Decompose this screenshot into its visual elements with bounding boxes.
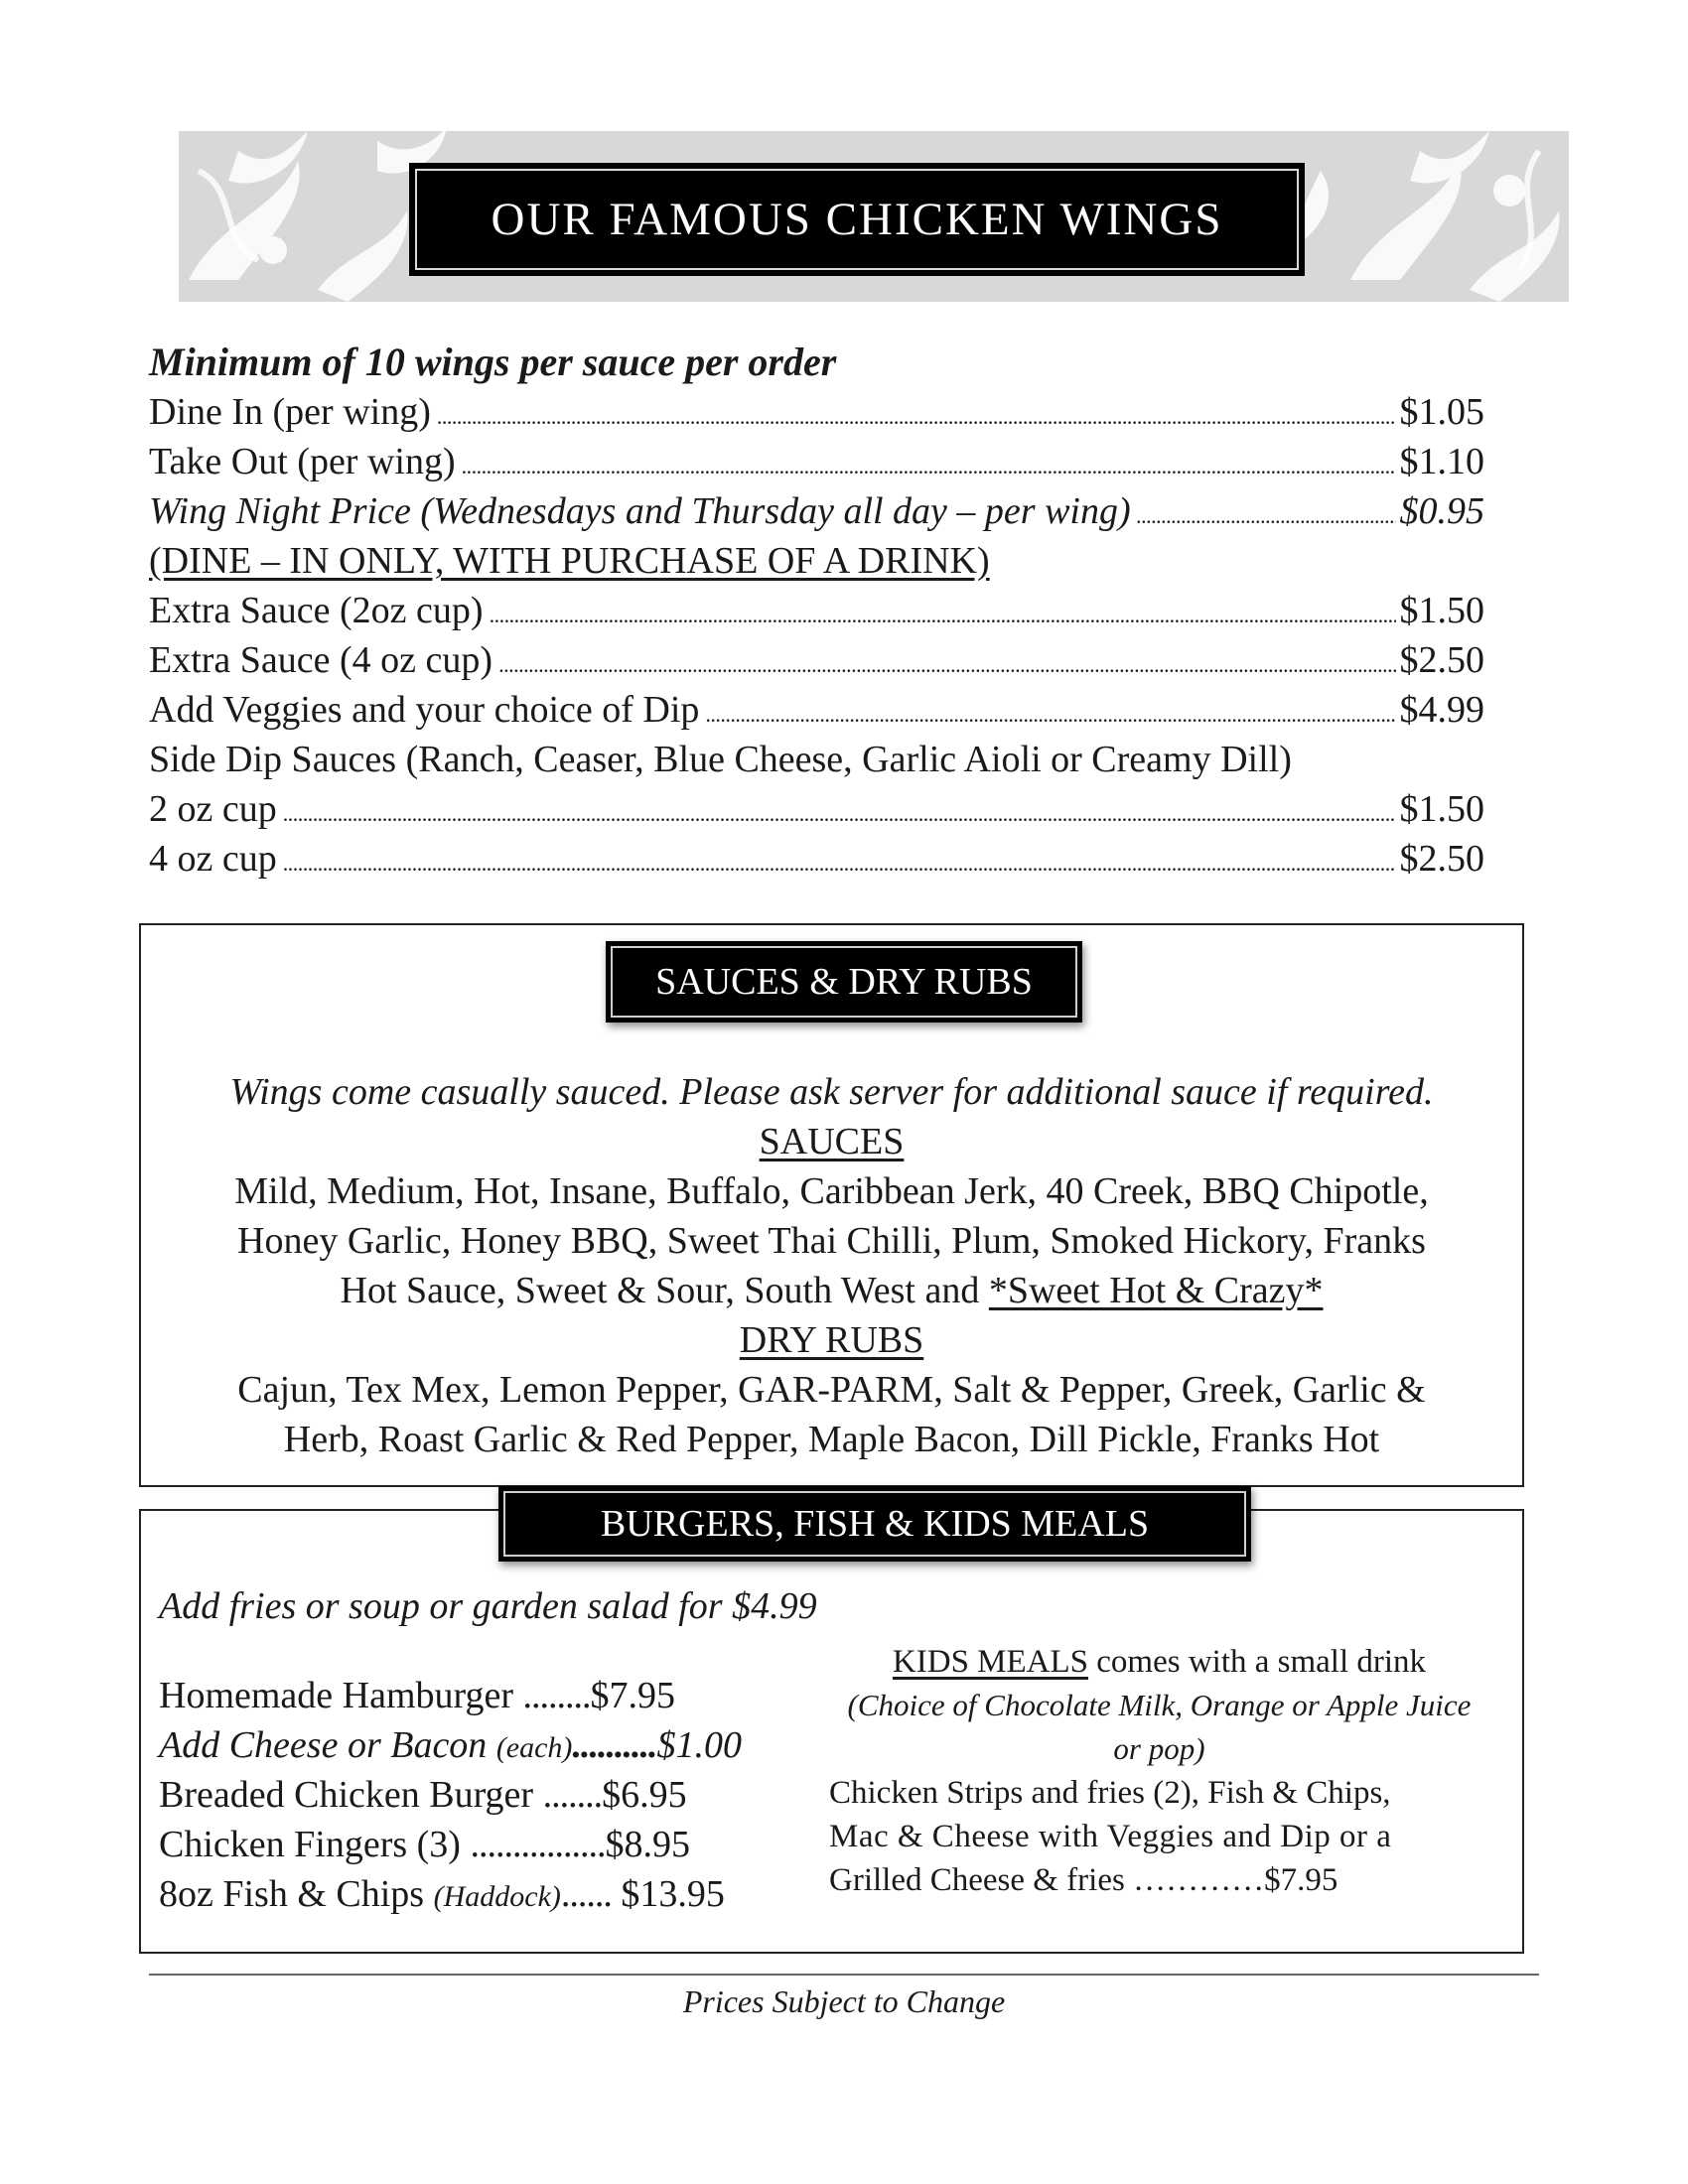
add-sides-note: Add fries or soup or garden salad for $4.99: [159, 1585, 817, 1627]
footer-note: Prices Subject to Change: [682, 1983, 1006, 2019]
sauces-list-text: Hot Sauce, Sweet & Sour, South West and: [340, 1270, 989, 1311]
item-price: $4.99: [1399, 689, 1484, 731]
item-price: $7.95: [1264, 1862, 1338, 1898]
dot-leader: [1137, 486, 1396, 541]
dot-leader: …………: [1133, 1862, 1265, 1898]
kids-heading-line: [829, 1640, 1489, 1684]
burger-list: [159, 1671, 742, 1919]
item-label: Add Cheese or Bacon: [159, 1724, 496, 1766]
item-label: Extra Sauce (2oz cup): [149, 590, 484, 631]
dot-leader: ........: [522, 1675, 591, 1716]
dot-leader: [490, 586, 1396, 640]
item-price: $1.50: [1399, 788, 1484, 830]
sauces-content: [149, 1067, 1514, 1464]
dot-leader: ..........: [572, 1724, 657, 1766]
sauces-heading: SAUCES: [759, 1121, 905, 1162]
sauces-list-line-3: [149, 1266, 1514, 1315]
wing-price-list: [149, 338, 1484, 884]
burgers-section-title: BURGERS, FISH & KIDS MEALS: [498, 1486, 1251, 1562]
dry-rubs-line-1: Cajun, Tex Mex, Lemon Pepper, GAR-PARM, Salt & Pepper, Greek, Garlic &: [237, 1369, 1426, 1411]
burger-row-cheese-bacon: [159, 1720, 742, 1770]
item-price: $6.95: [602, 1774, 687, 1816]
price-row-extra-sauce-4oz: [149, 635, 1484, 685]
wing-night-note: (DINE – IN ONLY, WITH PURCHASE OF A DRINK): [149, 540, 990, 582]
dot-leader: [705, 685, 1395, 740]
price-row-extra-sauce-2oz: [149, 586, 1484, 635]
item-label: 8oz Fish & Chips: [159, 1873, 434, 1915]
price-row-veggies: [149, 685, 1484, 735]
minimum-note: Minimum of 10 wings per sauce per order: [149, 340, 837, 384]
price-row-dip-4oz: [149, 834, 1484, 884]
dot-leader: [462, 437, 1396, 491]
burger-row-chicken-fingers: [159, 1820, 742, 1869]
item-label: Homemade Hamburger: [159, 1675, 523, 1716]
side-dip-heading: Side Dip Sauces (Ranch, Ceaser, Blue Cheese, Garlic Aioli or Creamy Dill): [149, 739, 1292, 780]
dot-leader: [283, 834, 1396, 888]
sauces-section-title: SAUCES & DRY RUBS: [606, 941, 1082, 1023]
price-row-wing-night: [149, 486, 1484, 536]
item-label: Extra Sauce (4 oz cup): [149, 639, 493, 681]
kids-items-line-3: [829, 1858, 1489, 1902]
item-price: $13.95: [611, 1873, 725, 1915]
item-label: Add Veggies and your choice of Dip: [149, 689, 700, 731]
sauces-list-line-2: Honey Garlic, Honey BBQ, Sweet Thai Chilli, Plum, Smoked Hickory, Franks: [237, 1220, 1426, 1262]
kids-drink-choice-1: (Choice of Chocolate Milk, Orange or Apple Juice: [847, 1688, 1472, 1722]
item-label: 4 oz cup: [149, 838, 277, 880]
special-sauce: *Sweet Hot & Crazy*: [988, 1270, 1324, 1311]
item-price: $7.95: [590, 1675, 676, 1716]
item-price: $2.50: [1399, 838, 1484, 880]
item-label: Breaded Chicken Burger: [159, 1774, 543, 1816]
item-label: Dine In (per wing): [149, 391, 431, 433]
dot-leader: ................: [470, 1824, 606, 1865]
item-price: $2.50: [1399, 639, 1484, 681]
page-title: OUR FAMOUS CHICKEN WINGS: [491, 194, 1223, 245]
dot-leader: [498, 635, 1395, 690]
dot-leader: [283, 784, 1396, 839]
item-label: Chicken Fingers (3): [159, 1824, 471, 1865]
item-price: $1.10: [1399, 441, 1484, 482]
item-label: 2 oz cup: [149, 788, 277, 830]
dot-leader: [437, 387, 1396, 442]
footer-divider: [149, 1974, 1539, 1976]
burger-row-hamburger: [159, 1671, 742, 1720]
dry-rubs-line-2: Herb, Roast Garlic & Red Pepper, Maple Bacon, Dill Pickle, Franks Hot: [283, 1419, 1380, 1460]
sauces-note: Wings come casually sauced. Please ask server for additional sauce if required.: [229, 1071, 1434, 1113]
item-label: Wing Night Price (Wednesdays and Thursday all day – per wing): [149, 490, 1131, 532]
burger-row-chicken-burger: [159, 1770, 742, 1820]
item-price: $1.00: [656, 1724, 742, 1766]
kids-items-line-1: Chicken Strips and fries (2), Fish & Chips,: [829, 1775, 1391, 1811]
item-qualifier: (Haddock): [433, 1880, 561, 1913]
item-price: $0.95: [1399, 490, 1484, 532]
kids-heading-rest: comes with a small drink: [1088, 1644, 1427, 1680]
price-row-take-out: [149, 437, 1484, 486]
sauces-list-line-1: Mild, Medium, Hot, Insane, Buffalo, Caribbean Jerk, 40 Creek, BBQ Chipotle,: [234, 1170, 1429, 1212]
item-price: $1.05: [1399, 391, 1484, 433]
kids-items-line-2: Mac & Cheese with Veggies and Dip or a: [829, 1819, 1392, 1854]
price-row-dip-2oz: [149, 784, 1484, 834]
dot-leader: ......: [560, 1873, 612, 1915]
kids-meals: [829, 1640, 1489, 1902]
item-price: $1.50: [1399, 590, 1484, 631]
item-label: Take Out (per wing): [149, 441, 456, 482]
burger-row-fish-chips: [159, 1869, 742, 1919]
dot-leader: .......: [542, 1774, 603, 1816]
item-label: Grilled Cheese & fries: [829, 1862, 1134, 1898]
price-row-dine-in: [149, 387, 1484, 437]
kids-drink-choice-2: or pop): [1113, 1731, 1205, 1766]
item-qualifier: (each): [495, 1731, 573, 1764]
title-box: [409, 163, 1305, 276]
dry-rubs-heading: DRY RUBS: [739, 1319, 924, 1361]
kids-heading: KIDS MEALS: [892, 1644, 1089, 1680]
item-price: $8.95: [605, 1824, 690, 1865]
